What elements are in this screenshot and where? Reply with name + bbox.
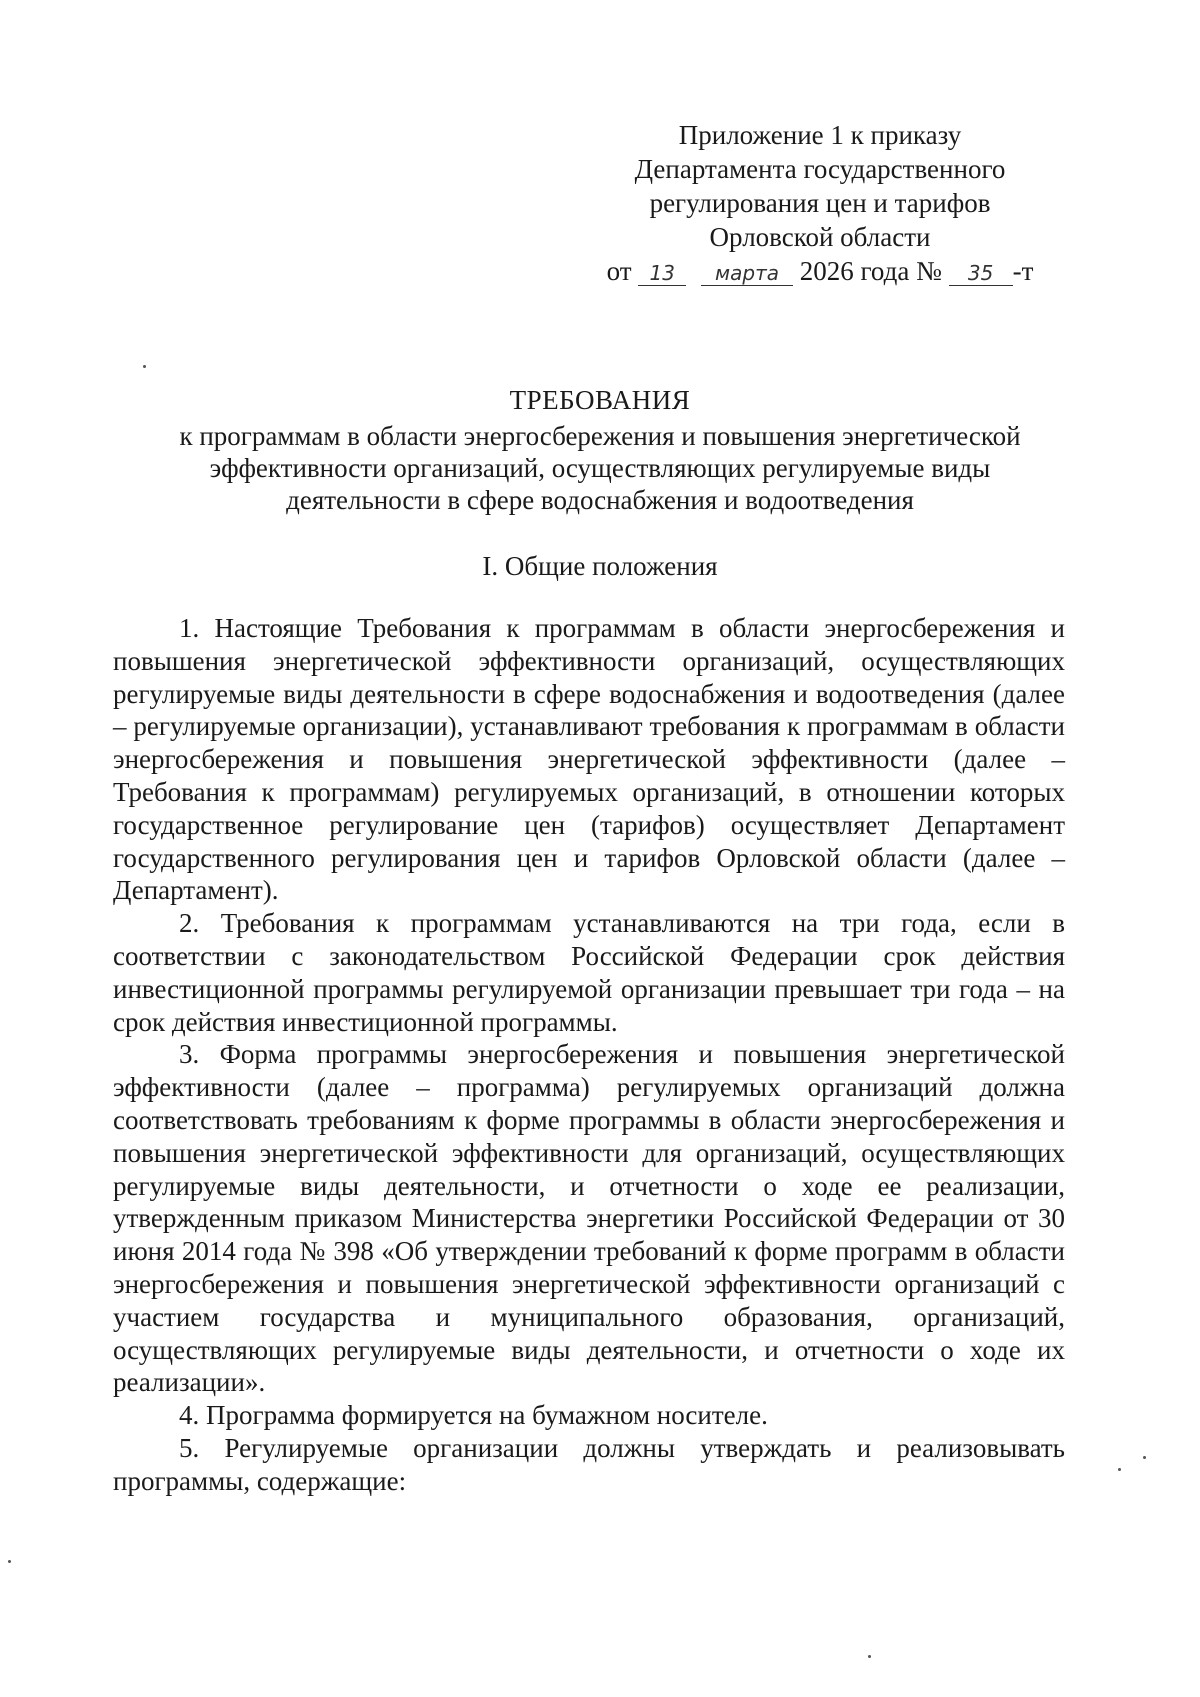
appendix-reference: [600, 118, 1040, 288]
section-heading: I. Общие положения: [482, 551, 718, 581]
scan-speck: [8, 1560, 11, 1563]
scan-speck: [143, 365, 146, 368]
title-line-3: деятельности в сфере водоснабжения и водоотведения: [286, 485, 914, 515]
paragraph-2: 2. Требования к программам устанавливаются на три года, если в соответствии с законодательством Российской Федерации срок действия инвестиционной программы регулируемой организации превышает три года – на срок действия инвестиционной программы.: [113, 908, 1065, 1037]
appendix-line-4: Орловской области: [709, 222, 931, 252]
date-year-text: 2026 года №: [799, 256, 942, 286]
handwritten-day: 13: [638, 261, 686, 286]
title-line-2: эффективности организаций, осуществляющих регулируемые виды: [209, 453, 991, 483]
title-line-1: к программам в области энергосбережения и повышения энергетической: [179, 421, 1021, 451]
appendix-line-3: регулирования цен и тарифов: [649, 188, 991, 218]
document-title: [100, 384, 1100, 516]
paragraph-3: 3. Форма программы энергосбережения и повышения энергетической эффективности (далее – программа) регулируемых организаций должна соответствовать требованиям к форме программы в области энергосбережения и повышения энергетической эффективности для организаций, осуществляющих регулируемые виды деятельности, и отчетности о ходе ее реализации, утвержденным приказом Министерства энергетики Российской Федерации от 30 июня 2014 года № 398 «Об утверждении требований к форме программ в области энергосбережения и повышения энергетической эффективности организаций с участием государства и муниципального образования, организаций, осуществляющих регулируемые виды деятельности, и отчетности о ходе их реализации».: [113, 1039, 1065, 1398]
order-suffix: -т: [1012, 256, 1034, 286]
document-body: [113, 612, 1065, 1498]
scan-speck: [1118, 1468, 1121, 1471]
appendix-line-1: Приложение 1 к приказу: [678, 120, 962, 150]
appendix-date-line: [600, 254, 1040, 288]
paragraph-5: 5. Регулируемые организации должны утверждать и реализовывать программы, содержащие:: [113, 1432, 1065, 1496]
paragraph-4: 4. Программа формируется на бумажном носителе.: [179, 1400, 768, 1431]
scan-speck: [1143, 1456, 1146, 1459]
handwritten-order-number: 35: [949, 261, 1013, 286]
scan-speck: [868, 1655, 871, 1658]
date-prefix: от: [606, 256, 632, 286]
title-heading: ТРЕБОВАНИЯ: [509, 385, 691, 415]
appendix-line-2: Департамента государственного: [634, 154, 1006, 184]
paragraph-1: 1. Настоящие Требования к программам в области энергосбережения и повышения энергетической эффективности организаций, осуществляющих регулируемые виды деятельности в сфере водоснабжения и водоотведения (далее – регулируемые организации), устанавливают требования к программам в области энергосбережения и повышения энергетической эффективности (далее – Требования к программам) регулируемых организаций, в отношении которых государственное регулирование цен (тарифов) осуществляет Департамент государственного регулирования цен и тарифов Орловской области (далее – Департамент).: [113, 613, 1065, 906]
handwritten-month: марта: [701, 261, 793, 286]
